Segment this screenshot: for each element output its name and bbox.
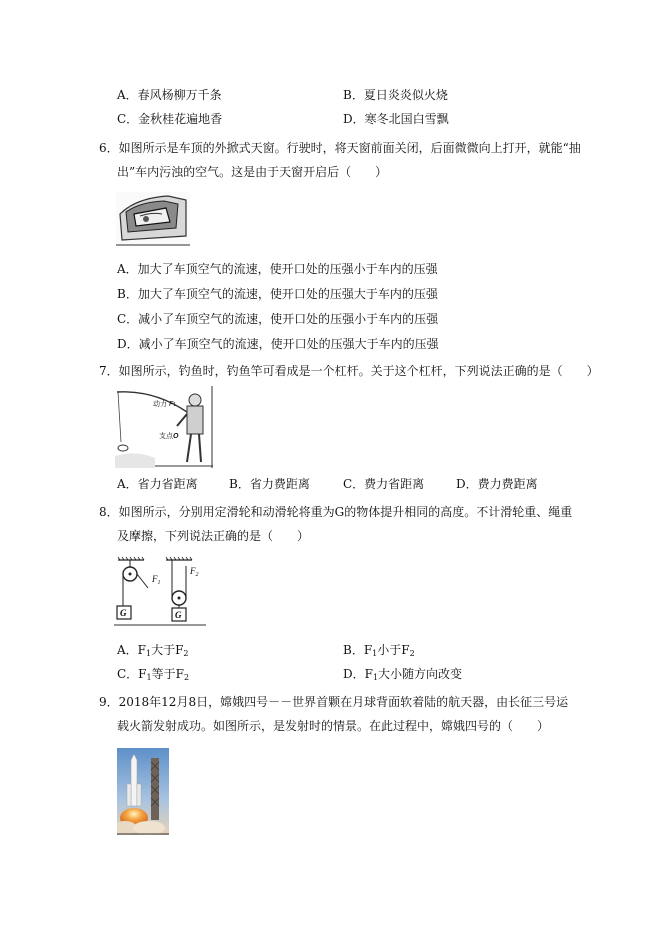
force-label-f2: $F_2$ [190,566,199,578]
q8-option-c: C．$F_1$等于$F_2$ [117,667,190,682]
q6-stem-line1: 6．如图所示是车顶的外掀式天窗。行驶时，将天窗前面关闭，后面微微向上打开，就能“抽 [99,141,581,155]
q9-stem-line2: 载火箭发射成功。如图所示，是发射时的情景。在此过程中，嫦娥四号的（ ） [117,719,550,733]
weight-label-1: G [120,608,127,618]
q5-option-d: D．寒冬北国白雪飘 [343,112,449,126]
q9-stem-line1: 9．2018年12月8日，嫦娥四号－－世界首颗在月球背面软着陆的航天器，由长征三号运 [99,695,569,709]
q6-option-c: C．减小了车顶空气的流速，使开口处的压强小于车内的压强 [117,312,439,326]
q6-option-b: B．加大了车顶空气的流速，使开口处的压强大于车内的压强 [117,287,438,301]
pivot-label: 支点O [159,433,179,440]
force-label-f1: $F_1$ [152,574,161,586]
q7-option-b: B．省力费距离 [229,477,310,491]
q7-option-c: C．费力省距离 [343,477,425,491]
q5-option-b: B．夏日炎炎似火烧 [343,88,448,102]
force-label: 动力 F1 [153,401,177,408]
q8-stem-line1: 8．如图所示，分别用定滑轮和动滑轮将重为G的物体提升相同的高度。不计滑轮重、绳重 [99,505,573,519]
rocket-launch-figure [117,748,169,835]
q6-stem-line2: 出”车内污浊的空气。这是由于天窗开启后（ ） [117,165,388,179]
sunroof-figure [116,192,190,246]
q7-option-a: A．省力省距离 [117,477,198,491]
fishing-rod-figure [115,386,213,468]
q5-option-a: A．春风杨柳万千条 [117,88,222,102]
weight-label-2: G [175,610,182,620]
q8-option-b: B．$F_1$小于$F_2$ [343,643,415,658]
q7-stem: 7．如图所示，钓鱼时，钓鱼竿可看成是一个杠杆。关于这个杠杆，下列说法正确的是（ ） [99,364,599,378]
pulley-figure [114,556,206,626]
q5-option-c: C．金秋桂花遍地香 [117,112,223,126]
q8-option-d: D．$F_1$大小随方向改变 [343,667,463,682]
q6-option-a: A．加大了车顶空气的流速，使开口处的压强小于车内的压强 [117,262,438,276]
q8-stem-line2: 及摩擦，下列说法正确的是（ ） [117,529,310,543]
q6-option-d: D．减小了车顶空气的流速，使开口处的压强大于车内的压强 [117,337,439,351]
q7-option-d: D．费力费距离 [456,477,538,491]
q8-option-a: A．$F_1$大于$F_2$ [117,643,189,658]
